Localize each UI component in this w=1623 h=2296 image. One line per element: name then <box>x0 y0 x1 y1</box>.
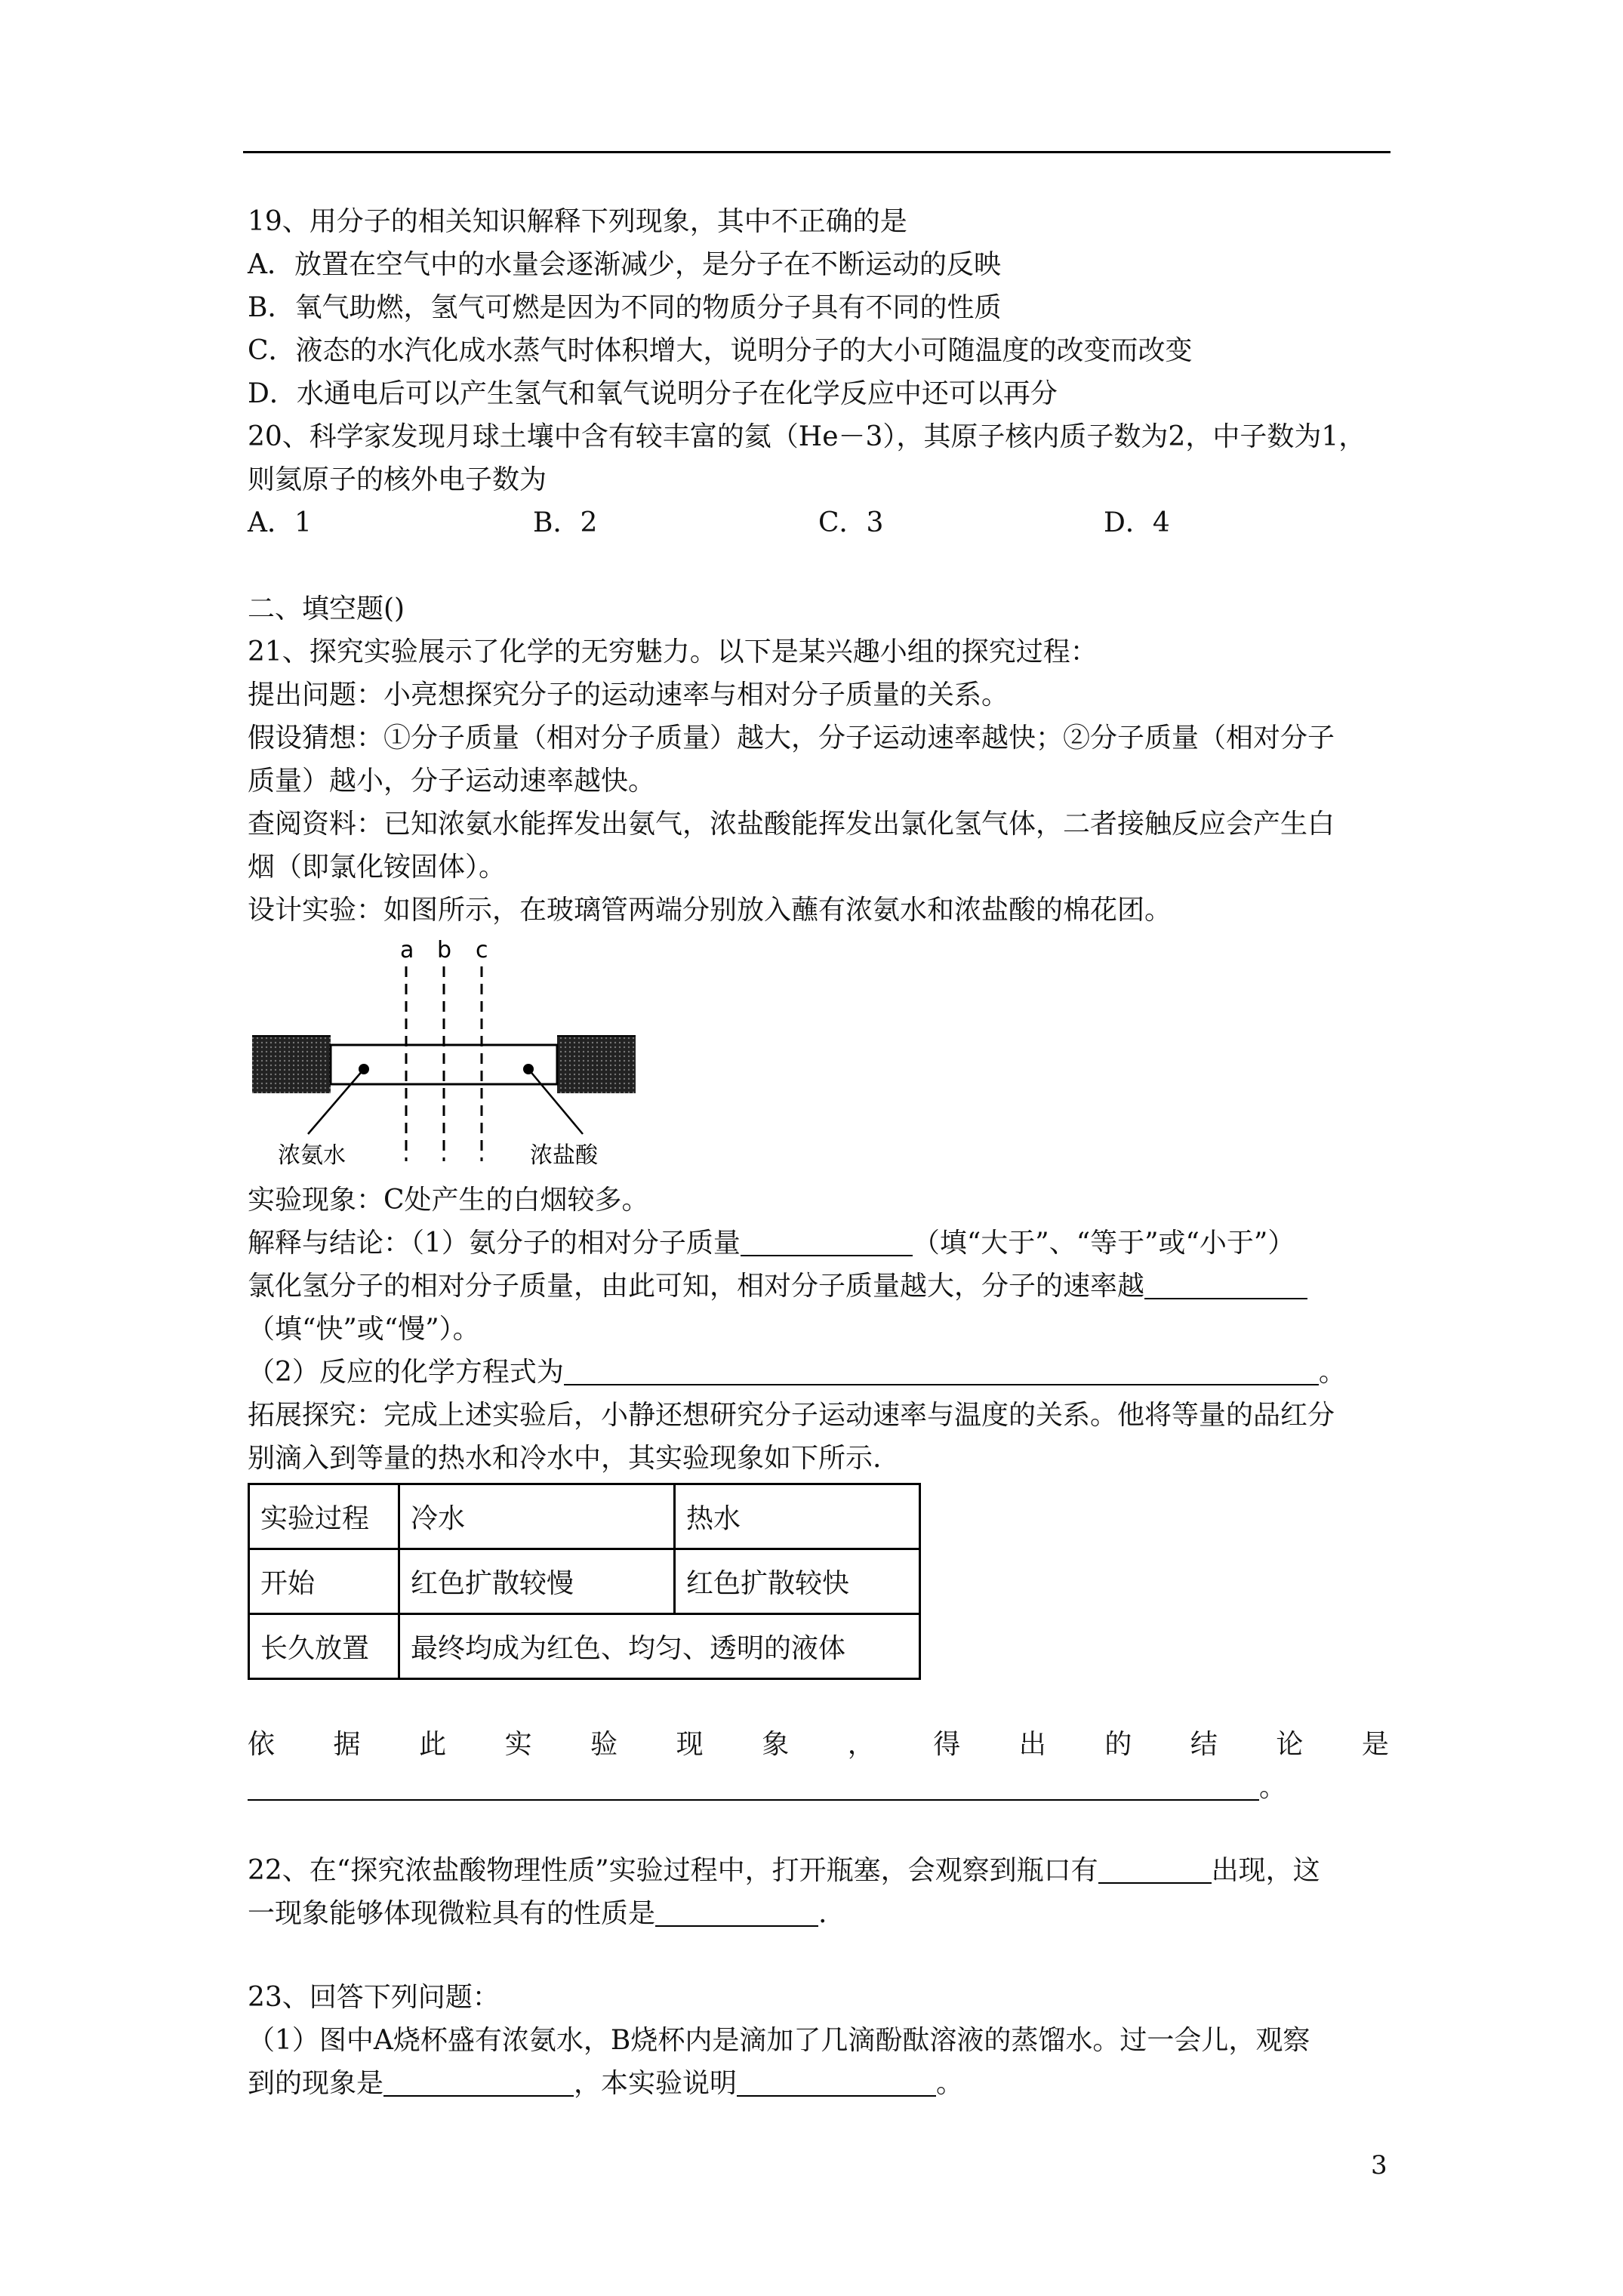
answer-blank-q23-2[interactable] <box>737 2068 936 2097</box>
q19-option-a: A．放置在空气中的水量会逐渐减少，是分子在不断运动的反映 <box>248 249 1001 280</box>
q19-option-b: B．氧气助燃，氢气可燃是因为不同的物质分子具有不同的性质 <box>248 292 1002 323</box>
q22-line-1 <box>248 1851 1320 1891</box>
answer-blank-conclusion[interactable] <box>248 1772 1259 1801</box>
table-cell: 红色扩散较快 <box>675 1549 920 1614</box>
glass-tube-figure <box>242 936 649 1170</box>
q20-option-b: B．2 <box>533 507 598 538</box>
q19-option-d: D．水通电后可以产生氢气和氧气说明分子在化学反应中还可以再分 <box>248 378 1058 409</box>
q23-line-3-text: 到的现象是 <box>248 2068 384 2099</box>
conclusion-char: ， <box>847 1729 875 1760</box>
conclusion-char: 验 <box>590 1729 618 1760</box>
table-row <box>249 1549 920 1614</box>
answer-blank-q23-1[interactable] <box>383 2068 574 2097</box>
right-label: 浓盐酸 <box>530 1142 598 1169</box>
answer-blank-q22-2[interactable] <box>655 1898 818 1927</box>
q21-equation-end: 。 <box>1318 1357 1346 1388</box>
answer-blank-2[interactable] <box>1144 1271 1307 1299</box>
answer-blank-equation[interactable] <box>564 1357 1319 1385</box>
answer-blank-q22-1[interactable] <box>1098 1855 1212 1884</box>
q22-line-2 <box>248 1894 827 1934</box>
q21-line-5: 查阅资料：已知浓氨水能挥发出氨气，浓盐酸能挥发出氯化氢气体，二者接触反应会产生白 <box>248 809 1335 840</box>
q23-line-3-end: 。 <box>936 2068 964 2099</box>
mark-a: a <box>400 937 414 963</box>
table-cell: 冷水 <box>399 1484 675 1549</box>
q20-option-c: C．3 <box>818 507 884 538</box>
table-row <box>249 1614 920 1679</box>
answer-blank-1[interactable] <box>741 1228 913 1256</box>
q22-line-2-end: . <box>818 1898 827 1929</box>
table-cell: 开始 <box>249 1549 399 1614</box>
table-cell: 最终均成为红色、均匀、透明的液体 <box>399 1614 920 1679</box>
conclusion-char: 依 <box>248 1729 276 1760</box>
q23-line-3 <box>248 2064 963 2103</box>
conclusion-char: 论 <box>1276 1729 1304 1760</box>
q20-option-d: D．4 <box>1104 507 1170 538</box>
q21-explain-3: （填“快”或“慢”）。 <box>248 1314 480 1345</box>
conclusion-char: 的 <box>1104 1729 1132 1760</box>
conclusion-char: 此 <box>419 1729 447 1760</box>
table-cell: 红色扩散较慢 <box>399 1549 675 1614</box>
q21-conclusion-blank-line <box>248 1768 1286 1808</box>
mark-b: b <box>437 937 452 963</box>
q23-line-2: （1）图中A烧杯盛有浓氨水，B烧杯内是滴加了几滴酚酞溶液的蒸馏水。过一会儿，观察 <box>248 2025 1310 2056</box>
q21-explain-1-hint: （填“大于”、“等于”或“小于”） <box>912 1228 1295 1259</box>
table-cell: 实验过程 <box>249 1484 399 1549</box>
conclusion-char: 出 <box>1018 1729 1046 1760</box>
q21-extend-2: 别滴入到等量的热水和冷水中，其实验现象如下所示. <box>248 1443 882 1474</box>
left-label: 浓氨水 <box>278 1142 346 1169</box>
header-rule <box>243 151 1390 153</box>
conclusion-char: 现 <box>676 1729 704 1760</box>
q20-option-a: A．1 <box>248 507 312 538</box>
q21-line-7: 设计实验：如图所示，在玻璃管两端分别放入蘸有浓氨水和浓盐酸的棉花团。 <box>248 895 1172 926</box>
q21-extend-1: 拓展探究：完成上述实验后，小静还想研究分子运动速率与温度的关系。他将等量的品红分 <box>248 1400 1335 1431</box>
page-number: 3 <box>1371 2150 1387 2180</box>
q21-equation-text: （2）反应的化学方程式为 <box>248 1357 564 1388</box>
q19-stem: 19、用分子的相关知识解释下列现象，其中不正确的是 <box>248 206 907 237</box>
q21-explain-1 <box>248 1224 1295 1263</box>
q21-line-2: 提出问题：小亮想探究分子的运动速率与相对分子质量的关系。 <box>248 680 1009 710</box>
q21-line-1: 21、探究实验展示了化学的无穷魅力。以下是某兴趣小组的探究过程： <box>248 636 1098 667</box>
right-cotton-plug <box>557 1036 636 1093</box>
q22-line-1-end: 出现，这 <box>1211 1855 1320 1886</box>
table-row <box>249 1484 920 1549</box>
q23-line-3-mid: ，本实验说明 <box>574 2068 738 2099</box>
conclusion-char: 象 <box>762 1729 790 1760</box>
table-cell: 长久放置 <box>249 1614 399 1679</box>
conclusion-char: 得 <box>933 1729 961 1760</box>
q21-conclusion-line <box>248 1725 1389 1764</box>
conclusion-char: 据 <box>333 1729 361 1760</box>
table-cell: 热水 <box>675 1484 920 1549</box>
q21-explain-1-text: 解释与结论：（1）氨分子的相对分子质量 <box>248 1228 741 1259</box>
q21-explain-2-text: 氯化氢分子的相对分子质量，由此可知，相对分子质量越大，分子的速率越 <box>248 1271 1145 1302</box>
left-cotton-plug <box>252 1036 331 1093</box>
mark-c: c <box>476 937 488 963</box>
q20-line-2: 则氦原子的核外电子数为 <box>248 464 547 495</box>
q21-line-3: 假设猜想：①分子质量（相对分子质量）越大，分子运动速率越快；②分子质量（相对分子 <box>248 723 1335 754</box>
q20-line-1: 20、科学家发现月球土壤中含有较丰富的氦（He－3），其原子核内质子数为2，中子数为1， <box>248 421 1366 452</box>
experiment-table <box>248 1483 921 1680</box>
q21-line-4: 质量）越小，分子运动速率越快。 <box>248 766 656 797</box>
q22-line-1-text: 22、在“探究浓盐酸物理性质”实验过程中，打开瓶塞，会观察到瓶口有 <box>248 1855 1098 1886</box>
q22-line-2-text: 一现象能够体现微粒具有的性质是 <box>248 1898 656 1929</box>
q21-line-6: 烟（即氯化铵固体）。 <box>248 852 507 883</box>
q21-equation <box>248 1353 1346 1392</box>
q21-explain-2 <box>248 1267 1307 1306</box>
conclusion-char: 实 <box>504 1729 532 1760</box>
q21-conclusion-end: 。 <box>1259 1772 1287 1803</box>
conclusion-char: 结 <box>1190 1729 1218 1760</box>
q23-line-1: 23、回答下列问题： <box>248 1982 500 2013</box>
q19-option-c: C．液态的水汽化成水蒸气时体积增大，说明分子的大小可随温度的改变而改变 <box>248 335 1193 366</box>
section-title: 二、填空题() <box>248 593 405 624</box>
q21-phenomenon: 实验现象：C处产生的白烟较多。 <box>248 1185 649 1216</box>
conclusion-char: 是 <box>1361 1729 1389 1760</box>
